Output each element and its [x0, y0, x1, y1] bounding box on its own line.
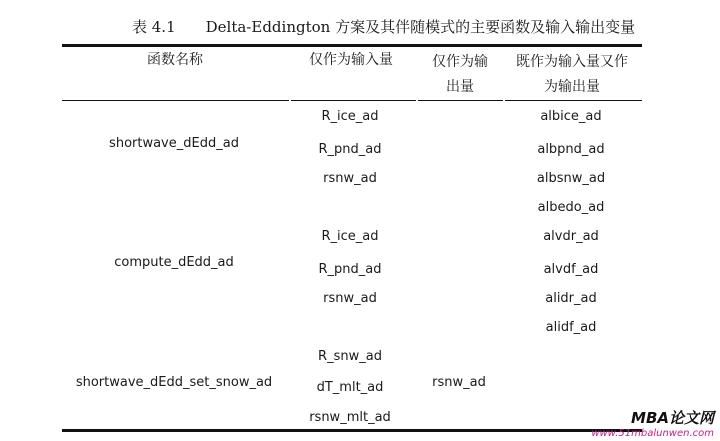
input-output-variable: albedo_ad [537, 200, 605, 215]
header-input-only: 仅作为输入量 [309, 52, 393, 68]
input-variable: R_ice_ad [321, 109, 379, 124]
input-output-variable: alvdr_ad [543, 229, 599, 244]
input-variable: rsnw_mlt_ad [309, 410, 391, 425]
top-rule [62, 44, 642, 47]
input-variable: dT_mlt_ad [316, 380, 384, 395]
input-output-variable: albice_ad [540, 109, 602, 124]
bottom-rule [62, 429, 642, 432]
caption-number: 表 4.1 [132, 18, 176, 36]
watermark-brand: MBA论文网 [631, 409, 714, 427]
input-output-variable: alvdf_ad [543, 262, 599, 277]
function-name: shortwave_dEdd_ad [109, 136, 239, 151]
header-input-and-output: 既作为输入量又作 为输出量 [516, 54, 628, 95]
input-variable: R_ice_ad [321, 229, 379, 244]
input-variable: R_snw_ad [318, 349, 382, 364]
input-output-variable: albpnd_ad [537, 142, 605, 157]
input-variable: rsnw_ad [323, 291, 377, 306]
input-variable: R_pnd_ad [318, 262, 382, 277]
caption-title: Delta-Eddington 方案及其伴随模式的主要函数及输入输出变量 [205, 18, 636, 36]
output-variable: rsnw_ad [432, 375, 486, 390]
function-name: shortwave_dEdd_set_snow_ad [75, 375, 273, 390]
watermark-url: www.51mbalunwen.com [591, 428, 714, 439]
header-rule [62, 100, 642, 101]
site-watermark [591, 407, 714, 439]
function-name: compute_dEdd_ad [114, 255, 234, 270]
input-output-variable: alidf_ad [545, 320, 597, 335]
table-caption [132, 16, 635, 37]
input-output-variable: alidr_ad [545, 291, 597, 306]
input-variable: R_pnd_ad [318, 142, 382, 157]
input-output-variable: albsnw_ad [536, 171, 606, 186]
input-variable: rsnw_ad [323, 171, 377, 186]
header-function-name: 函数名称 [147, 52, 203, 68]
header-output-only: 仅作为输 出量 [432, 54, 488, 95]
